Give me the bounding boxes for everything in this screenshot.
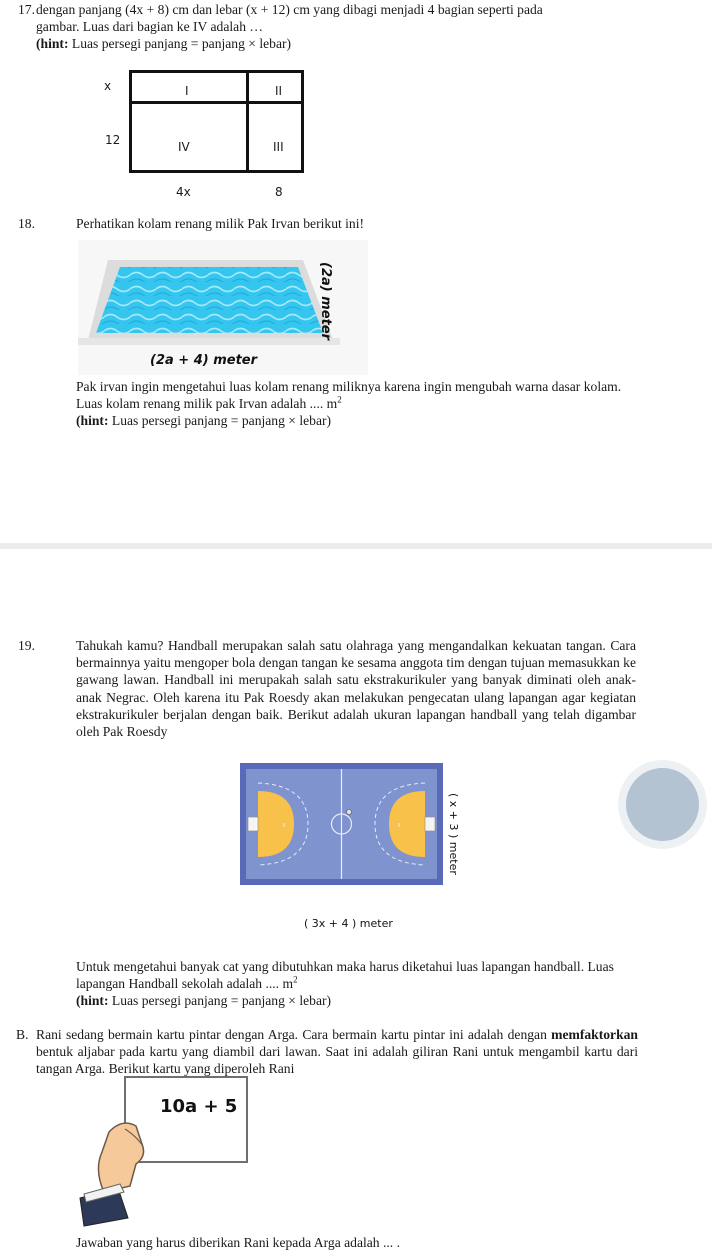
hint-text: Luas persegi panjang = panjang × lebar) [71, 36, 292, 52]
row-label-12: 12 [105, 133, 121, 147]
hint-text: Luas persegi panjang = panjang × lebar) [111, 413, 332, 429]
cell-label-IV: IV [178, 140, 190, 154]
q18-line2-text: Luas kolam renang milik pak Irvan adalah .... m [76, 396, 338, 412]
handball-court-image [232, 755, 472, 940]
q18-hint [76, 412, 696, 429]
pool-height-label: (2a) meter [318, 262, 333, 341]
q17-line1: dengan panjang (4x + 8) cm dan lebar (x + 12) cm yang dibagi menjadi 4 bagian seperti pada [36, 2, 543, 17]
diagram-vertical-divider [246, 70, 249, 173]
q18-line2 [76, 395, 696, 412]
question-number: 18. [18, 216, 35, 231]
unit-superscript: 2 [293, 974, 298, 985]
hint-label: (hint: [76, 993, 109, 1009]
unit-superscript: 2 [337, 394, 342, 405]
floating-circle-button[interactable] [626, 768, 699, 841]
row-label-x: x [104, 79, 112, 93]
hint-text: Luas persegi panjang = panjang × lebar) [111, 993, 332, 1009]
q19-text [76, 958, 676, 1010]
card-hand-image [76, 1074, 276, 1232]
question-number: 17. [18, 2, 35, 17]
diagram-horizontal-divider [129, 101, 304, 104]
section-letter: B. [16, 1027, 29, 1042]
q18-line1: Pak irvan ingin mengetahui luas kolam renang miliknya karena ingin mengubah warna dasar kolam. [76, 379, 622, 394]
question-number: 19. [18, 638, 35, 653]
sectionB-text-before: Rani sedang bermain kartu pintar dengan Arga. Cara bermain kartu pintar ini adalah dengan [36, 1027, 547, 1042]
q19-line1: Untuk mengetahui banyak cat yang dibutuhkan maka harus diketahui luas lapangan handball. Luas [76, 959, 614, 974]
swimming-pool-image [78, 240, 368, 375]
q19-line2-text: lapangan Handball sekolah adalah .... m [76, 976, 294, 992]
q18-text [76, 378, 696, 430]
col-label-4x: 4x [176, 185, 191, 199]
q18-intro: Perhatikan kolam renang milik Pak Irvan berikut ini! [76, 216, 365, 231]
q17-text [36, 1, 656, 53]
cell-label-I: I [185, 84, 189, 98]
q19-hint [76, 992, 676, 1009]
hint-label: (hint: [36, 36, 69, 52]
cell-label-II: II [275, 84, 283, 98]
q19-paragraph: Tahukah kamu? Handball merupakan salah satu olahraga yang mengandalkan kekuatan tangan. Cara bermainnya yaitu mengoper bola dengan tangan ke sesama anggota tim dengan tujuan memasukkan ke gawang lawan. Handball ini merupakah salah satu ekstrakurikuler yang banyak diminati oleh anak-anak Negrac. Oleh karena itu Pak Roesdy akan melakukan pengecatan ulang lapangan agar kegiatan ekstrakurikuler berjalan dengan baik. Berikut adalah ukuran lapangan handball yang telah digambar oleh Pak Roesdy [76, 638, 636, 740]
sectionB-answer-line: Jawaban yang harus diberikan Rani kepada Arga adalah ... . [76, 1235, 400, 1250]
card-expression: 10a + 5 [160, 1096, 238, 1117]
q17-line2: gambar. Luas dari bagian ke IV adalah … [36, 19, 263, 35]
cell-label-III: III [273, 140, 284, 154]
sectionB-paragraph [36, 1026, 638, 1078]
page-divider [0, 543, 712, 549]
court-height-label: ( x + 3 ) meter [447, 793, 460, 875]
pool-width-label: (2a + 4) meter [150, 353, 258, 368]
sectionB-bold-word: memfaktorkan [551, 1027, 638, 1042]
q19-line2 [76, 975, 676, 992]
q17-hint [36, 35, 656, 52]
court-width-label: ( 3x + 4 ) meter [304, 917, 393, 930]
col-label-8: 8 [275, 185, 283, 199]
hint-label: (hint: [76, 413, 109, 429]
sectionB-text-after: bentuk aljabar pada kartu yang diambil dari lawan. Saat ini adalah giliran Rani untuk mengambil kartu dari tangan Arga. Berikut kartu yang diperoleh Rani [36, 1044, 638, 1077]
